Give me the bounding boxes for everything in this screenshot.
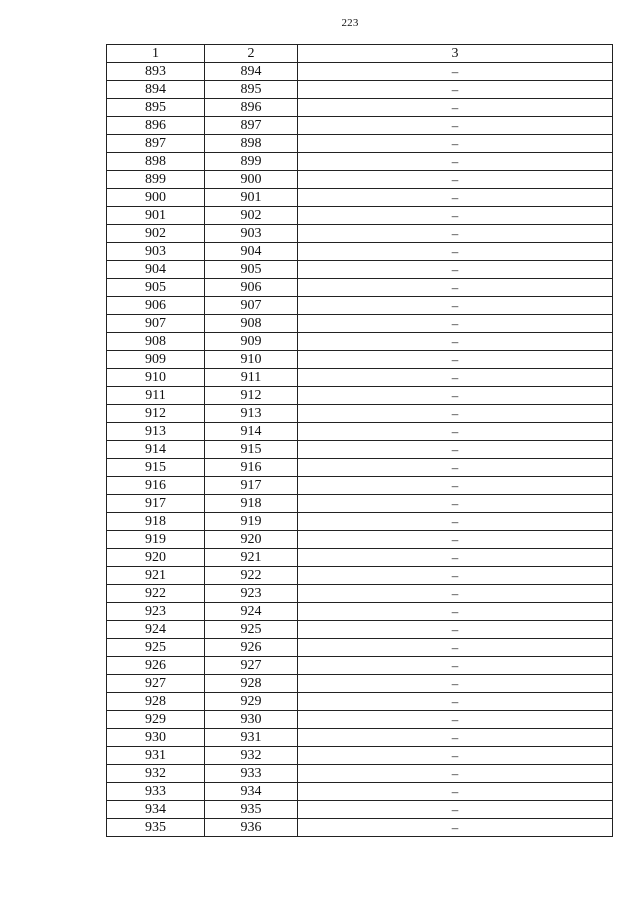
table-row	[107, 153, 613, 171]
table-cell-col-3: –	[298, 495, 613, 513]
table-row	[107, 711, 613, 729]
table-row	[107, 333, 613, 351]
table-cell-col-3: –	[298, 315, 613, 333]
table-cell-col-1: 917	[107, 495, 205, 513]
table-cell-col-1: 908	[107, 333, 205, 351]
table-cell-col-1: 905	[107, 279, 205, 297]
table-cell-col-2: 894	[205, 63, 298, 81]
table-row	[107, 207, 613, 225]
table-cell-col-1: 921	[107, 567, 205, 585]
table-cell-col-1: 907	[107, 315, 205, 333]
table-cell-col-2: 907	[205, 297, 298, 315]
table-row	[107, 477, 613, 495]
table-cell-col-3: –	[298, 477, 613, 495]
table-cell-col-2: 919	[205, 513, 298, 531]
table-cell-col-2: 902	[205, 207, 298, 225]
table-cell-col-2: 899	[205, 153, 298, 171]
table-cell-col-3: –	[298, 657, 613, 675]
table-cell-col-2: 913	[205, 405, 298, 423]
table-cell-col-1: 930	[107, 729, 205, 747]
table-cell-col-1: 906	[107, 297, 205, 315]
table-cell-col-2: 932	[205, 747, 298, 765]
table-cell-col-1: 894	[107, 81, 205, 99]
table-cell-col-3: –	[298, 63, 613, 81]
table-cell-col-3: –	[298, 405, 613, 423]
table-row	[107, 423, 613, 441]
table-cell-col-3: –	[298, 603, 613, 621]
table-cell-col-3: –	[298, 441, 613, 459]
table-cell-col-2: 900	[205, 171, 298, 189]
table-cell-col-2: 914	[205, 423, 298, 441]
table-cell-col-1: 918	[107, 513, 205, 531]
table-cell-col-1: 919	[107, 531, 205, 549]
table-row	[107, 693, 613, 711]
table-cell-col-2: 911	[205, 369, 298, 387]
table-row	[107, 63, 613, 81]
table-cell-col-1: 916	[107, 477, 205, 495]
table-cell-col-2: 916	[205, 459, 298, 477]
table-cell-col-2: 922	[205, 567, 298, 585]
table-cell-col-2: 904	[205, 243, 298, 261]
table-row	[107, 621, 613, 639]
table-cell-col-1: 910	[107, 369, 205, 387]
table-row	[107, 819, 613, 837]
table-cell-col-3: –	[298, 513, 613, 531]
table-cell-col-1: 929	[107, 711, 205, 729]
table-cell-col-3: –	[298, 693, 613, 711]
table-body	[107, 63, 613, 837]
table-cell-col-2: 931	[205, 729, 298, 747]
table-cell-col-2: 912	[205, 387, 298, 405]
table-cell-col-2: 929	[205, 693, 298, 711]
table-cell-col-2: 917	[205, 477, 298, 495]
table-cell-col-2: 936	[205, 819, 298, 837]
table-cell-col-2: 906	[205, 279, 298, 297]
table-row	[107, 117, 613, 135]
table-row	[107, 495, 613, 513]
table-cell-col-3: –	[298, 729, 613, 747]
table-cell-col-2: 905	[205, 261, 298, 279]
table-cell-col-1: 934	[107, 801, 205, 819]
table-cell-col-3: –	[298, 81, 613, 99]
table-row	[107, 81, 613, 99]
table-cell-col-1: 904	[107, 261, 205, 279]
table-cell-col-2: 927	[205, 657, 298, 675]
table-cell-col-1: 902	[107, 225, 205, 243]
column-header-1: 1	[107, 45, 205, 63]
table-row	[107, 441, 613, 459]
table-row	[107, 297, 613, 315]
table-cell-col-2: 908	[205, 315, 298, 333]
table-cell-col-2: 920	[205, 531, 298, 549]
table-cell-col-1: 913	[107, 423, 205, 441]
table-cell-col-1: 926	[107, 657, 205, 675]
table-row	[107, 135, 613, 153]
table-cell-col-3: –	[298, 747, 613, 765]
column-header-3: 3	[298, 45, 613, 63]
table-cell-col-1: 912	[107, 405, 205, 423]
table-cell-col-1: 903	[107, 243, 205, 261]
table-cell-col-2: 930	[205, 711, 298, 729]
table-cell-col-2: 923	[205, 585, 298, 603]
table-cell-col-3: –	[298, 189, 613, 207]
table-row	[107, 531, 613, 549]
table-cell-col-1: 933	[107, 783, 205, 801]
table-cell-col-2: 925	[205, 621, 298, 639]
table-row	[107, 765, 613, 783]
table-cell-col-2: 910	[205, 351, 298, 369]
table-cell-col-3: –	[298, 531, 613, 549]
table-cell-col-1: 915	[107, 459, 205, 477]
table-cell-col-3: –	[298, 171, 613, 189]
table-cell-col-3: –	[298, 261, 613, 279]
table-row	[107, 225, 613, 243]
table-cell-col-3: –	[298, 351, 613, 369]
table-cell-col-1: 920	[107, 549, 205, 567]
column-header-2: 2	[205, 45, 298, 63]
table-row	[107, 405, 613, 423]
table-cell-col-1: 899	[107, 171, 205, 189]
table-cell-col-3: –	[298, 621, 613, 639]
table-row	[107, 189, 613, 207]
table-cell-col-1: 923	[107, 603, 205, 621]
table-cell-col-2: 895	[205, 81, 298, 99]
table-cell-col-1: 932	[107, 765, 205, 783]
table-header-row	[107, 45, 613, 63]
table-cell-col-3: –	[298, 369, 613, 387]
table-row	[107, 783, 613, 801]
table-cell-col-1: 911	[107, 387, 205, 405]
table-row	[107, 243, 613, 261]
table-cell-col-3: –	[298, 243, 613, 261]
table-row	[107, 459, 613, 477]
table-cell-col-2: 898	[205, 135, 298, 153]
table-cell-col-2: 915	[205, 441, 298, 459]
data-table	[106, 44, 613, 837]
table-cell-col-3: –	[298, 549, 613, 567]
table-cell-col-2: 933	[205, 765, 298, 783]
table-row	[107, 747, 613, 765]
table-cell-col-3: –	[298, 765, 613, 783]
table-cell-col-1: 897	[107, 135, 205, 153]
table-cell-col-1: 900	[107, 189, 205, 207]
table-row	[107, 99, 613, 117]
table-row	[107, 549, 613, 567]
table-row	[107, 261, 613, 279]
table-cell-col-2: 903	[205, 225, 298, 243]
table-cell-col-1: 927	[107, 675, 205, 693]
table-row	[107, 675, 613, 693]
table-cell-col-2: 897	[205, 117, 298, 135]
table-cell-col-3: –	[298, 333, 613, 351]
table-row	[107, 729, 613, 747]
table-row	[107, 387, 613, 405]
table-cell-col-1: 924	[107, 621, 205, 639]
table-row	[107, 351, 613, 369]
table-cell-col-3: –	[298, 459, 613, 477]
table-cell-col-1: 931	[107, 747, 205, 765]
table-cell-col-3: –	[298, 819, 613, 837]
table-cell-col-2: 934	[205, 783, 298, 801]
table-cell-col-1: 901	[107, 207, 205, 225]
table-cell-col-3: –	[298, 639, 613, 657]
table-cell-col-2: 935	[205, 801, 298, 819]
table-cell-col-3: –	[298, 99, 613, 117]
table-cell-col-2: 926	[205, 639, 298, 657]
table-row	[107, 513, 613, 531]
table-cell-col-2: 928	[205, 675, 298, 693]
table-row	[107, 171, 613, 189]
table-cell-col-1: 928	[107, 693, 205, 711]
table-cell-col-1: 922	[107, 585, 205, 603]
table-cell-col-3: –	[298, 783, 613, 801]
table-cell-col-3: –	[298, 675, 613, 693]
table-cell-col-1: 893	[107, 63, 205, 81]
table-cell-col-2: 918	[205, 495, 298, 513]
table-cell-col-2: 924	[205, 603, 298, 621]
table-row	[107, 369, 613, 387]
table-cell-col-3: –	[298, 297, 613, 315]
table-cell-col-2: 901	[205, 189, 298, 207]
table-cell-col-1: 895	[107, 99, 205, 117]
table-row	[107, 567, 613, 585]
table-cell-col-1: 898	[107, 153, 205, 171]
table-cell-col-3: –	[298, 279, 613, 297]
page-number: 223	[341, 17, 359, 29]
table-cell-col-3: –	[298, 207, 613, 225]
table-row	[107, 603, 613, 621]
table-cell-col-3: –	[298, 801, 613, 819]
table-cell-col-1: 935	[107, 819, 205, 837]
table-cell-col-1: 914	[107, 441, 205, 459]
table-cell-col-3: –	[298, 135, 613, 153]
table-row	[107, 585, 613, 603]
table-cell-col-3: –	[298, 387, 613, 405]
table-cell-col-3: –	[298, 423, 613, 441]
table-cell-col-1: 896	[107, 117, 205, 135]
table-cell-col-3: –	[298, 153, 613, 171]
table-cell-col-2: 909	[205, 333, 298, 351]
table-row	[107, 657, 613, 675]
table-cell-col-3: –	[298, 567, 613, 585]
table-cell-col-3: –	[298, 585, 613, 603]
table-cell-col-2: 896	[205, 99, 298, 117]
table-cell-col-3: –	[298, 711, 613, 729]
table-row	[107, 279, 613, 297]
table-cell-col-3: –	[298, 225, 613, 243]
table-cell-col-2: 921	[205, 549, 298, 567]
table-row	[107, 315, 613, 333]
table-cell-col-1: 925	[107, 639, 205, 657]
table-row	[107, 801, 613, 819]
table-cell-col-1: 909	[107, 351, 205, 369]
table-cell-col-3: –	[298, 117, 613, 135]
table-row	[107, 639, 613, 657]
